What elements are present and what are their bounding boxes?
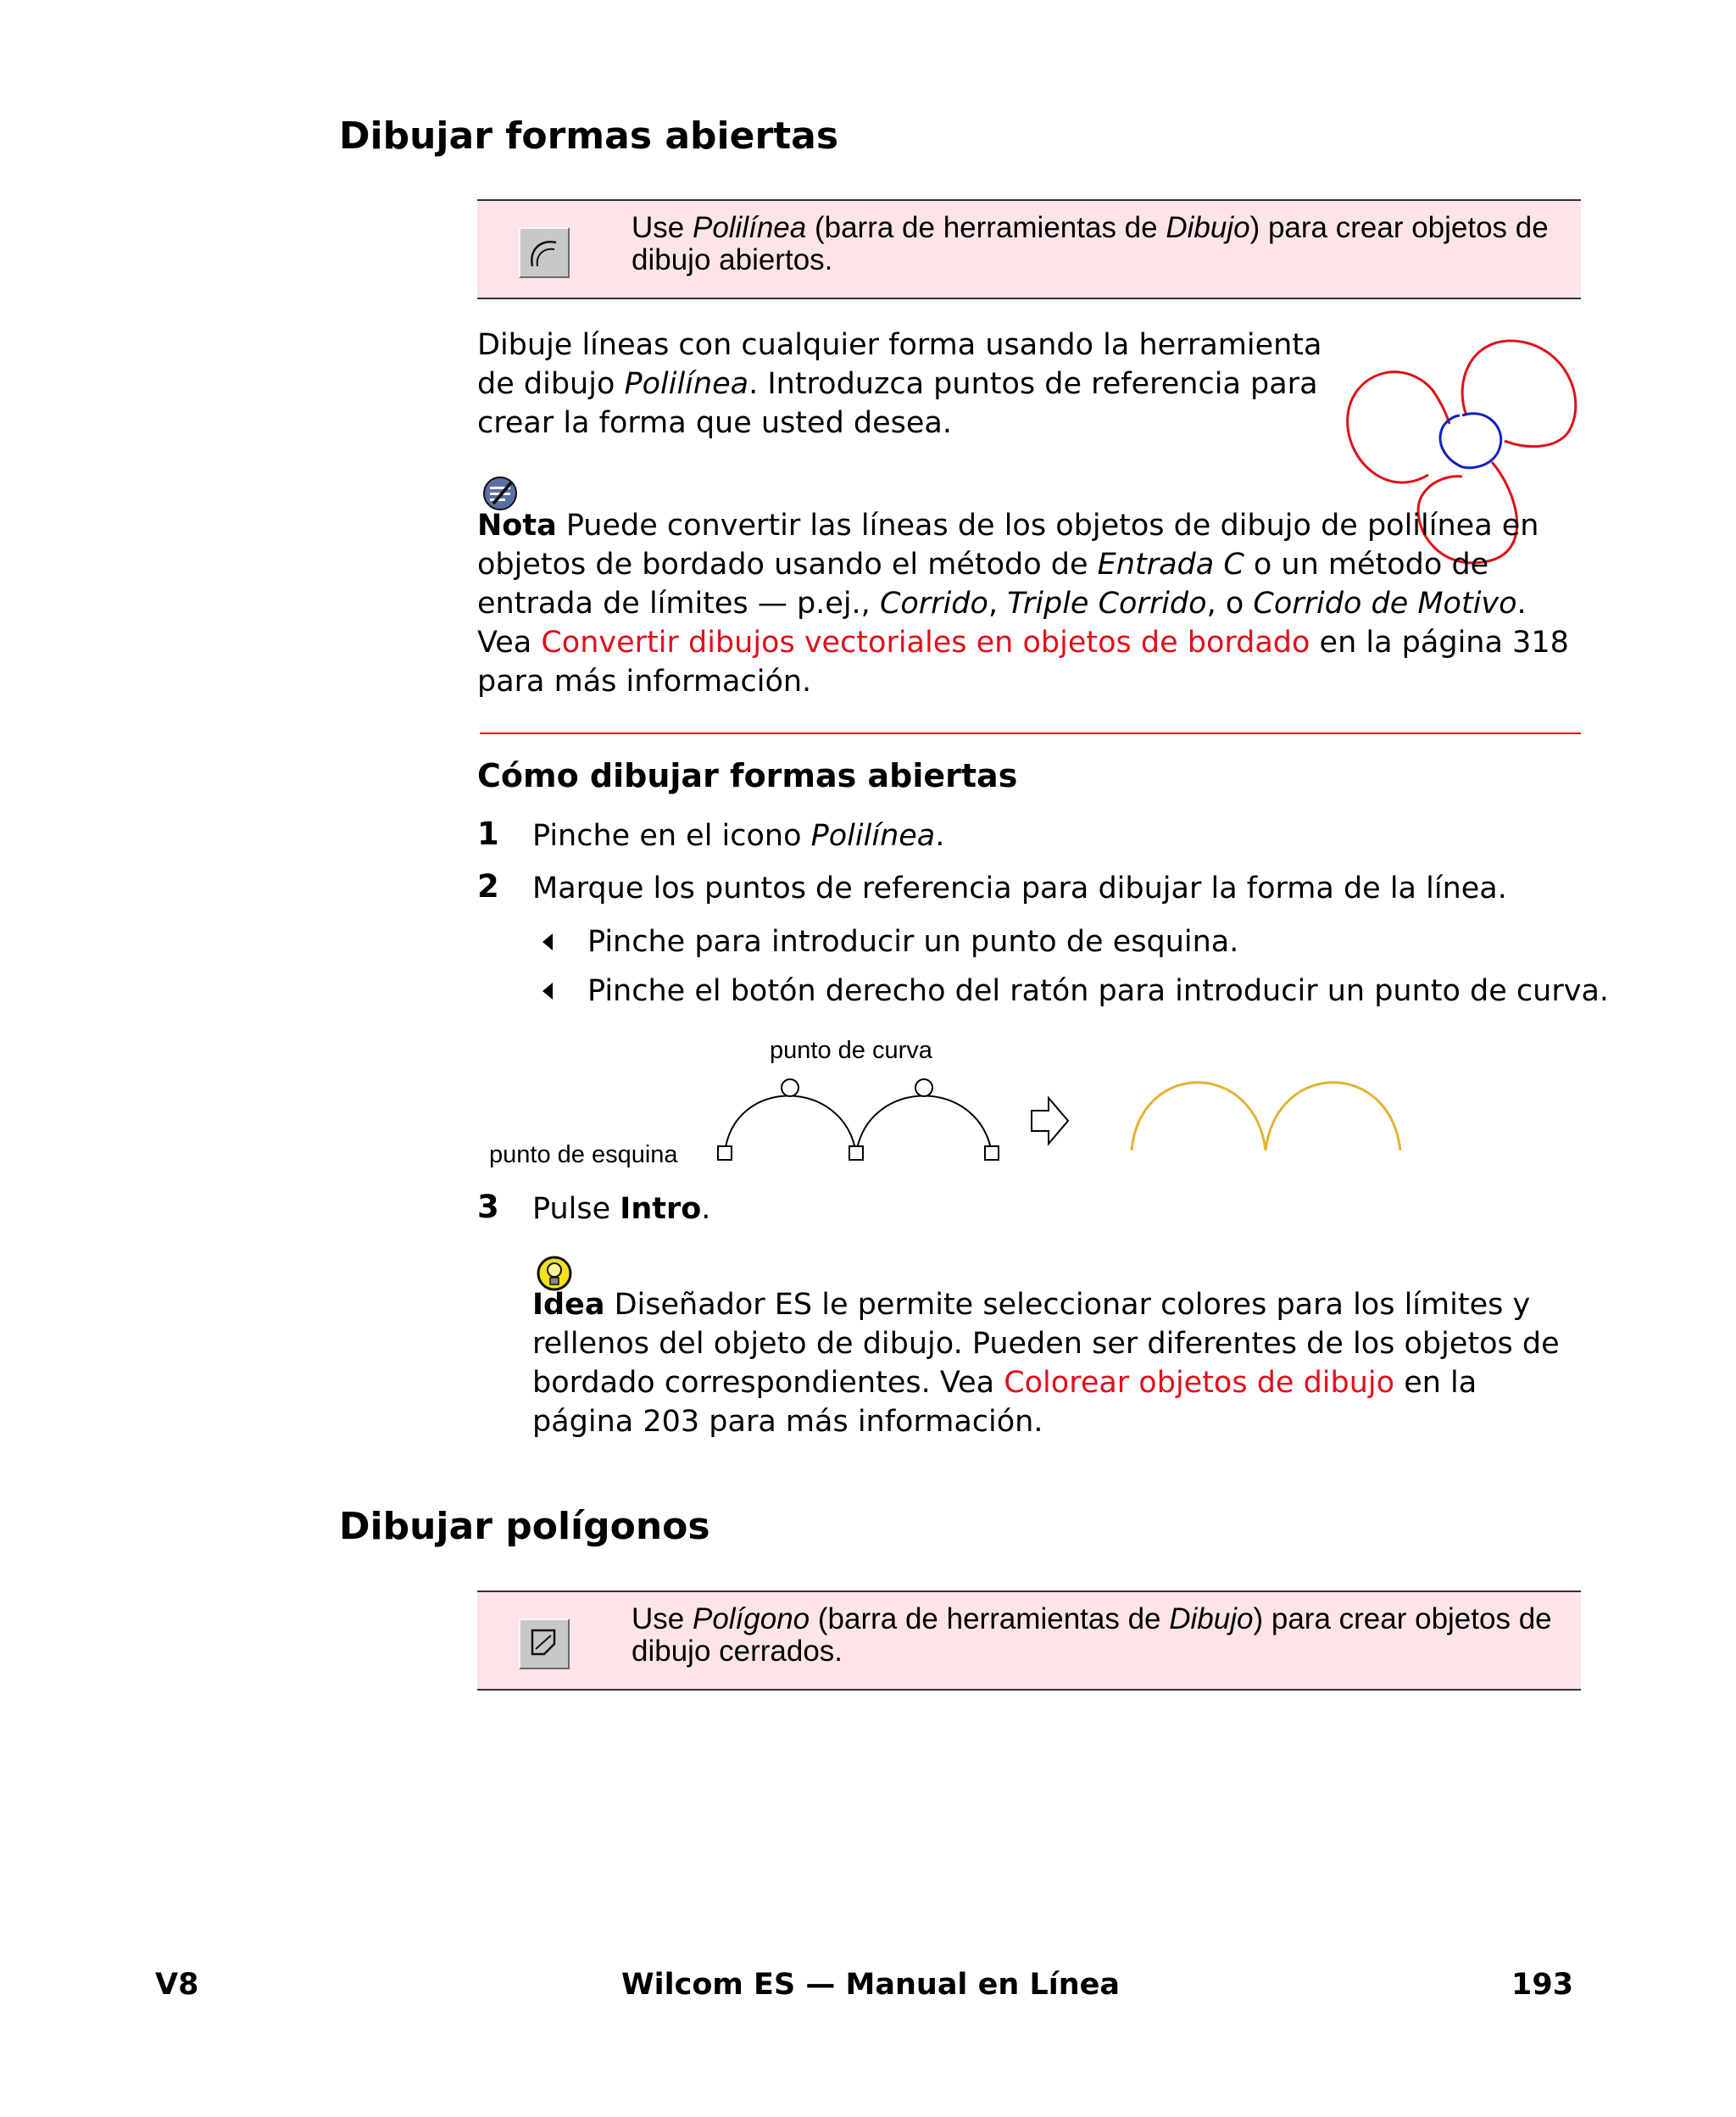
bullet-arrow-icon — [542, 933, 553, 950]
note-paragraph: Nota Puede convertir las líneas de los objetos de dibujo de polilínea en objetos de bordado usando el método de Entrada C o un método de entrada de límites — p.ej., Corrido, Triple Corrido, o Corrido de Motivo. Vea Convertir dibujos vectoriales en objetos de bordado en la página 318 para más información. — [477, 509, 1569, 699]
footer-version: V8 — [155, 1968, 199, 2002]
polyline-tool-icon[interactable] — [519, 227, 570, 278]
step-2-text: Marque los puntos de referencia para dibujar la forma de la línea. — [532, 872, 1507, 905]
bullet-corner-point: Pinche para introducir un punto de esquina. — [587, 925, 1239, 959]
corner-point-label: punto de esquina — [489, 1141, 678, 1168]
link-convert-vector[interactable]: Convertir dibujos vectoriales en objetos de bordado — [541, 626, 1310, 660]
idea-paragraph: Idea Diseñador ES le permite seleccionar colores para los límites y rellenos del objeto de dibujo. Pueden ser diferentes de los objetos de bordado correspondientes. Vea Colorear objetos de dibujo en la página 203 para más información. — [532, 1288, 1560, 1439]
step-1-text: Pinche en el icono Polilínea. — [532, 819, 945, 853]
section-title-polygons: Dibujar polígonos — [339, 1505, 710, 1548]
footer-page-number: 193 — [1511, 1968, 1574, 2002]
bullet-arrow-icon — [542, 983, 553, 1000]
point-diagram — [716, 1072, 1072, 1170]
tool-info-text: Use Polilínea (barra de herramientas de Dibujo) para crear objetos de dibujo abiertos. — [632, 211, 1549, 276]
step-3-text: Pulse Intro. — [532, 1192, 711, 1226]
curve-point-label: punto de curva — [770, 1037, 932, 1064]
polygon-tool-icon[interactable] — [519, 1618, 570, 1669]
section-title-open-shapes: Dibujar formas abiertas — [339, 114, 839, 158]
divider — [480, 733, 1581, 734]
result-curve-preview — [1127, 1072, 1407, 1157]
step-2-number: 2 — [477, 868, 499, 905]
tool-info-text: Use Polígono (barra de herramientas de Dibujo) para crear objetos de dibujo cerrados. — [632, 1602, 1552, 1668]
step-1-number: 1 — [477, 816, 499, 852]
tool-info-box-polygon — [477, 1591, 1581, 1691]
tool-info-box-polyline — [477, 199, 1581, 299]
link-color-drawing[interactable]: Colorear objetos de dibujo — [1004, 1366, 1395, 1400]
intro-paragraph: Dibuje líneas con cualquier forma usando la herramienta de dibujo Polilínea. Introduzca puntos de referencia para crear la forma que usted desea. — [477, 328, 1322, 440]
step-3-number: 3 — [477, 1189, 499, 1225]
howto-heading: Cómo dibujar formas abiertas — [477, 757, 1018, 794]
footer-title: Wilcom ES — Manual en Línea — [621, 1968, 1121, 2002]
bullet-curve-point: Pinche el botón derecho del ratón para introducir un punto de curva. — [587, 974, 1610, 1008]
